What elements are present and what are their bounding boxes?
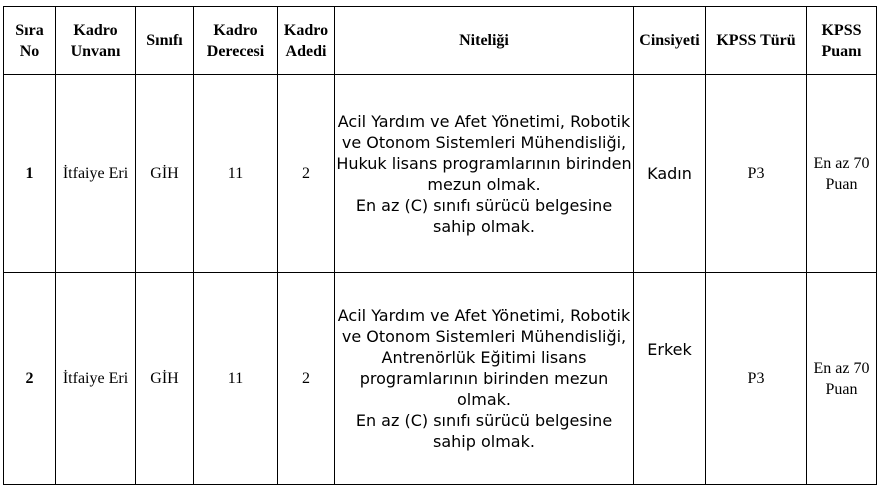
header-kpss-puani: KPSS Puanı bbox=[807, 7, 877, 75]
cell-kpss-puani: En az 70 Puan bbox=[807, 273, 877, 485]
header-sinifi: Sınıfı bbox=[136, 7, 194, 75]
table-row bbox=[4, 273, 877, 485]
header-kadro-unvani: Kadro Unvanı bbox=[56, 7, 136, 75]
cell-cinsiyeti: Kadın bbox=[634, 75, 706, 273]
cell-sinifi: GİH bbox=[136, 273, 194, 485]
cell-sinifi: GİH bbox=[136, 75, 194, 273]
header-row bbox=[4, 7, 877, 75]
cell-kadro-derecesi: 11 bbox=[194, 75, 278, 273]
cell-niteligi: Acil Yardım ve Afet Yönetimi, Robotik ve Otonom Sistemleri Mühendisliği, Antrenörlük Eğitimi lisans programlarının birinden mezun olmak. En az (C) sınıfı sürücü belgesine sahip olmak. bbox=[335, 273, 634, 485]
cell-kpss-puani: En az 70 Puan bbox=[807, 75, 877, 273]
kadro-table bbox=[3, 6, 877, 485]
cell-kpss-turu: P3 bbox=[706, 75, 807, 273]
table-row bbox=[4, 75, 877, 273]
header-kadro-adedi: Kadro Adedi bbox=[278, 7, 335, 75]
cell-niteligi: Acil Yardım ve Afet Yönetimi, Robotik ve Otonom Sistemleri Mühendisliği, Hukuk lisans programlarının birinden mezun olmak. En az (C) sınıfı sürücü belgesine sahip olmak. bbox=[335, 75, 634, 273]
header-niteligi: Niteliği bbox=[335, 7, 634, 75]
cell-kpss-turu: P3 bbox=[706, 273, 807, 485]
header-kadro-derecesi: Kadro Derecesi bbox=[194, 7, 278, 75]
cell-sira-no: 1 bbox=[4, 75, 56, 273]
header-sira-no: Sıra No bbox=[4, 7, 56, 75]
header-kpss-turu: KPSS Türü bbox=[706, 7, 807, 75]
cell-kadro-adedi: 2 bbox=[278, 273, 335, 485]
cell-sira-no: 2 bbox=[4, 273, 56, 485]
cell-kadro-derecesi: 11 bbox=[194, 273, 278, 485]
cell-kadro-adedi: 2 bbox=[278, 75, 335, 273]
cell-cinsiyeti: Erkek bbox=[634, 273, 706, 485]
cell-kadro-unvani: İtfaiye Eri bbox=[56, 273, 136, 485]
cell-kadro-unvani: İtfaiye Eri bbox=[56, 75, 136, 273]
header-cinsiyeti: Cinsiyeti bbox=[634, 7, 706, 75]
